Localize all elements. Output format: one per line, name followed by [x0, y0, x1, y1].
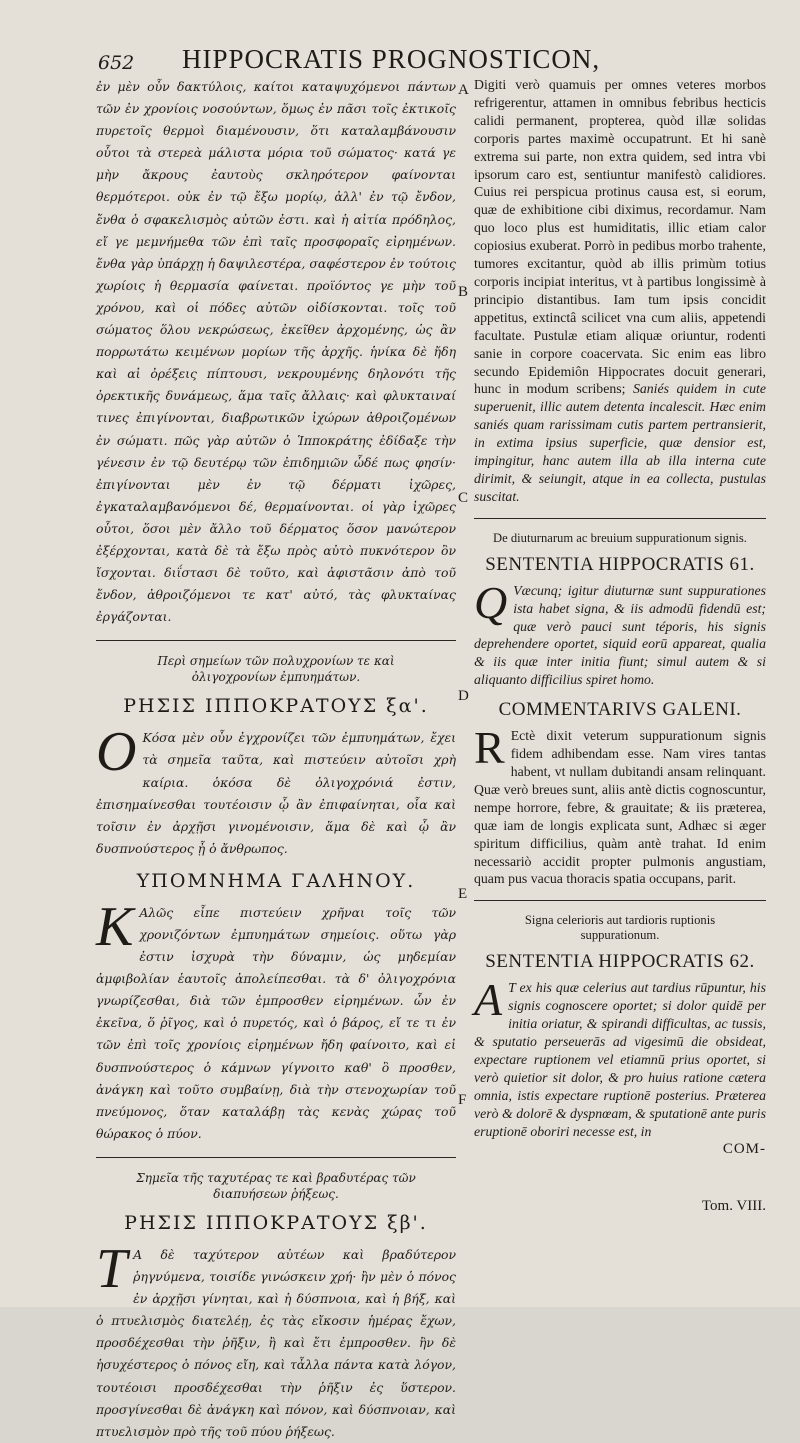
section-divider	[474, 518, 766, 519]
greek-commentary-continued: ἐν μὲν οὖν δακτύλοις, καίτοι καταψυχόμενοι πάντων τῶν ἐν χρονίοις νοσούντων, ὅμως ἐν πᾶσι τοῖς ἐκτικοῖς πυρετοῖς θερμοὶ διαμένουσιν, ὅτι καταλαμβάνουσιν οὗτοι τὰ στερεὰ μάλιστα μόρια τοῦ σώματος· κατά γε μὴν ἄκρους ἐαυτοὺς σκληρότερον φαίνονται θερμότεροι. οὐκ ἐν τῷ ἔξω μορίῳ, ἀλλ' ἐν τῷ ἔνδον, ἔνθα ὁ σφακελισμὸς αὐτῶν ἐστι. καὶ ἡ αἰτία πρόδηλος, εἴ γε μεμνήμεθα τῶν ἐπὶ ταῖς προσφοραῖς εἰρημένων. ἔνθα γὰρ ὑπάρχῃ ἡ δαψιλεστέρα, σαφέστερον ἐν τούτοις χωρίοις ἡ θερμασία φαίνεται. προϊόντος γε μὴν τοῦ χρόνου, καὶ οἱ πόδες αὐτῶν οἰδίσκονται. τοῖς τοῦ σώματος ὅλου νεκρώσεως, ἐκεῖθεν ἀρχομένης, ὡς ἂν πορρωτάτω κειμένων μορίων τῆς ἀρχῆς. ἡνίκα δὲ ἤδη καὶ αἱ ὀρέξεις πίπτουσι, νεκρουμένης δηλονότι τῆς ὀρεκτικῆς δυνάμεως, ἅμα ταῖς ἄλλαις· καὶ φλυκταιναί τινες ἐπιγίνονται, διαβρωτικῶν ἰχώρων ἀθροιζομένων ἐν σώματι. πῶς γὰρ αὐτῶν ὁ Ἱπποκράτης ἐδίδαξε τὴν γένεσιν ἐν τῷ δευτέρῳ τῶν ἐπιδημιῶν ὧδέ πως φησίν· ἐπιγίνονται μὲν ἐν τῷ δέρματι ἰχῶρες, ἐγκαταλαμβανόμενοι δέ, θερμαίνονται. οἱ γὰρ ἰχῶρες οὗτοι, ὅσοι μὲν ἄλλο τοῦ δέρματος ὅσον μανώτερον ἐξέρχονται, κατὰ δὲ τὰ ἔξω πρὸς αὐτὸ πυκνότερον ὂν ἴσχονται. διΐστασι δὲ τοῦτο, καὶ ἀφιστᾶσιν ἀπὸ τοῦ ἔνδον, ἀθροιζόμενοι τε κατ' αὐτό, τὰς φλυκταίνας ἐργάζονται.	[96, 79, 456, 625]
latin-commentary-continued: Digiti verò quamuis per omnes veteres morbos refrigerentur, attamen in omnibus febribus hecticis calidi permanent, propterea, quòd illæ solidas corporis partes maximè occupatrunt. Et hi sanè extrema sui parte, non extra quidem, sed intra vbi ipsorum caro est, sentiuntur manifestò calidiores. Cuius rei perspicua protinus causa est, si eorum, quæ de exhibitione cibi diximus, recordamur. Nam quo loco plus est humiditatis, illic etiam calor copiosius exuberat. Porrò in pedibus morbo trahente, tumores excitantur, quòd ab illis primùm totius corporis incipiat interitus, vt à partibus longissimè à principio distantibus. Iam tum ipsis concidit appetitus, extinctâ scilicet vna cum aliis, appetendi facultate. Pustulæ etiam aliquæ oriuntur, rodenti sanie in corpore coacervata. Sic enim eas libro secundo Epidemiôn Hippocrates docuit generari, hunc in modum scribens; Saniés quidem in cute superuenit, illic autem detenta incalescit. Hæc enim saniés quam rarissimam cutis partem pertransierit, in extima ipsius superficie, quæ densior est, impingitur, hanc autem illa ab illa interna cute dirimit, & seiungit, atque in ea collecta, pustulas suscitat.	[474, 77, 766, 504]
latin-section-heading: Signa celerioris aut tardioris ruptionis suppurationum.	[524, 913, 716, 943]
drop-cap: Ο	[96, 721, 137, 784]
greek-section-heading: Σημεῖα τῆς ταχυτέρας τε καὶ βραδυτέρας τῶν διαπυήσεων ῥήξεως.	[136, 1170, 416, 1201]
margin-letter: C	[458, 490, 469, 506]
greek-rhesis-text: Ο Κόσα μὲν οὖν ἐγχρονίζει τῶν ἐμπυημάτων, ἔχει τὰ σημεῖα ταῦτα, καὶ πιστεύειν αὐτοῖσι χρὴ καίρια. ὁκόσα δὲ ὀλιγοχρόνιά ἐστιν, ἐπισημαίνεσθαι τουτέοισιν ᾧ ἂν ἐπιφαίνηται, οἷα καὶ τοῖσιν ἐν ἀρχῇσι γινομένοισιν, ἅμα δὲ καὶ ᾧ ἂν δυσπνούστερος ᾖ ὁ ἄνθρωπος.	[96, 721, 456, 856]
greek-rhesis-heading: ΡΗΣΙΣ ΙΠΠΟΚΡΑΤΟΥΣ ξβ'.	[124, 1211, 428, 1234]
latin-commentarius-text: R Ectè dixit veterum suppurationum signis fidem adhibendam esse. Nam vires tantas habent, vt nullam dubitandi ansam relinquant. Quæ verò breues sunt, aliis antè dictis cognoscuntur, nempe horrore, febre, & grauitate; & iis præterea, quæ iam de longis explicata sunt, Adhæc si æger spiritum difficilius, quàm antè trahat. Id enim necessariò accidit propter pulmonis angustiam, quam pus vacua thoracis spatia occupans, parit.	[474, 722, 766, 887]
latin-sententia-heading: SENTENTIA HIPPOCRATIS 61.	[485, 553, 755, 575]
greek-rhesis-heading: ΡΗΣΙΣ ΙΠΠΟΚΡΑΤΟΥΣ ξα'.	[123, 695, 429, 718]
margin-letter: D	[458, 688, 469, 704]
greek-rhesis-text: Τ Α δὲ ταχύτερον αὐτέων καὶ βραδύτερον ῥηγνύμενα, τοισίδε γινώσκειν χρή· ἢν μὲν ὁ πόνος ἐν ἀρχῇσι γίνηται, καὶ ἡ δύσπνοια, καὶ ἡ βήξ, καὶ ὁ πτυελισμὸς διατελέῃ, ἐς τὰς εἴκοσιν ἡμέρας ἔχων, προσδέχεσθαι τὴν ῥῆξιν, ἢ καὶ ἔτι ἐμπροσθεν. ἢν δὲ ἡσυχέστερος ὁ πόνος εἴη, καὶ τἆλλα πάντα κατὰ λόγον, τουτέοισι προσδέχεσθαι τὴν ῥῆξιν ἐς ὕστερον. προσγίνεσθαι δὲ ἀνάγκη καὶ πόνον, καὶ δύσπνοιαν, καὶ πτυελισμὸν πρὸ τῆς τοῦ πύου ῥήξεως.	[96, 1237, 456, 1439]
section-divider	[96, 640, 456, 641]
drop-cap: Q	[474, 576, 508, 628]
signature-mark: Tom. VIII.	[701, 1198, 766, 1214]
margin-letter: A	[458, 82, 469, 98]
latin-section-heading: De diuturnarum ac breuium suppurationum signis.	[493, 530, 747, 545]
drop-cap: Κ	[96, 895, 134, 958]
margin-letter: E	[458, 886, 468, 902]
catchword: COM-	[722, 1140, 766, 1157]
margin-letter: F	[458, 1092, 467, 1108]
latin-sententia-text: A T ex his quæ celerius aut tardius rūpuntur, his signis cognoscere oportet; si dolor quidē per initia oriatur, & spirandi difficultas, ac tussis, & sputatio perseuerās ad vigesimū die obsideat, expectare ruptionem vel etiamnū prius oportet, si verò quietior sit dolor, & pro huius ratione cætera omnia, istis expectare ruptionē posterius. Præterea verò & dolorē & dyspnœam, & sputationē ante puris eruptionē oboriri necesse est, in	[474, 974, 766, 1139]
page-header	[0, 44, 800, 78]
greek-section-heading: Περὶ σημείων τῶν πολυχρονίων τε καὶ ὀλιγοχρονίων ἐμπυημάτων.	[157, 654, 395, 685]
drop-cap: R	[474, 722, 505, 774]
latin-column	[474, 76, 766, 1158]
latin-commentarius-heading: COMMENTARIVS GALENI.	[498, 699, 742, 721]
running-title: HIPPOCRATIS PROGNOSTICON,	[182, 44, 601, 74]
drop-cap: Τ	[96, 1237, 128, 1300]
latin-sententia-heading: SENTENTIA HIPPOCRATIS 62.	[485, 951, 755, 973]
greek-hypomnema-heading: ΥΠΟΜΝΗΜΑ ΓΑΛΗΝΟΥ.	[136, 869, 416, 892]
section-divider	[474, 900, 766, 901]
greek-hypomnema-text: Κ Αλῶς εἶπε πιστεύειν χρῆναι τοῖς τῶν χρονιζόντων ἐμπυημάτων σημείοις. οὕτω γὰρ ἐστιν ἰσχυρὰ τὴν δύναμιν, ὡς μηδεμίαν ἀμφιβολίαν ἑαυτοῖς ἀπολείπεσθαι. τὰ δ' ὀλιγοχρόνια γνωρίζεσθαι, διὰ τῶν ἐμπροσθεν εἰρημένων. ὧν ἐν ἐκεῖνα, ὅ ῥῖγος, καὶ ὁ πυρετός, καὶ ὁ βάρος, εἴ τε τι ἐν τῶν ἐπὶ τοῖς χρονίοις εἰρημένων ἤδη φαίνοιτο, καὶ εἰ δυσπνούστερος ὁ κάμνων γίγνοιτο καθ' ὃ προσθεν, ἀνάγκη καὶ τοῦτο συμβαίνῃ, διὰ τὴν στενοχωρίαν τοῦ πνεύμονος, ὅταν καταλάβῃ τὰς κενὰς χώρας τοῦ θώρακος ὁ πύον.	[96, 895, 456, 1141]
section-divider	[96, 1157, 456, 1158]
latin-sententia-text: Q Væcunq; igitur diuturnæ sunt suppurationes ista habet signa, & iis admodū fidendū est; quæ verò pauci sunt téporis, his signis deprehendere oportet, siquid eorū appareat, qualia & iis quæ inter initia fiunt; simul autem & si aliquanto difficilius spiret homo.	[474, 576, 766, 688]
drop-cap: A	[474, 974, 503, 1026]
page-number: 652	[98, 52, 135, 74]
margin-letter: B	[458, 284, 469, 300]
greek-column	[96, 76, 456, 1443]
